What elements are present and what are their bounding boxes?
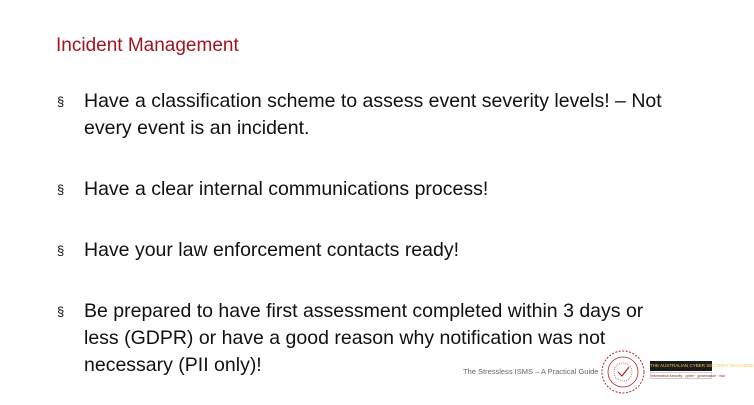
bullet-text: Have a clear internal communications process! [84,178,489,200]
footer-text: The Stressless ISMS – A Practical Guide [463,367,599,376]
bullet-marker-icon: § [57,182,65,197]
bullet-text: Be prepared to have first assessment completed within 3 days or less (GDPR) or have a good reason why notification was not necessary (PII only)! [84,300,644,376]
bullet-item [57,237,677,264]
brand-badge-top: THE AUSTRALIAN CYBER SECURITY MAGAZINE [650,361,712,371]
slide-title: Incident Management [56,35,239,56]
bullet-text: Have a classification scheme to assess event severity levels! – Not every event is an incident. [84,90,662,139]
bullet-item [57,176,677,203]
bullet-marker-icon: § [57,243,65,258]
bullet-text: Have your law enforcement contacts ready! [84,239,460,261]
bullet-marker-icon: § [57,94,65,109]
brand-badge-bottom: information security · cyber · governance · risk [651,374,725,378]
brand-badge-logo [650,361,754,379]
bullet-marker-icon: § [57,304,65,319]
seal-logo-icon [600,349,646,395]
bullet-item [57,88,677,142]
bullet-list [57,88,677,379]
